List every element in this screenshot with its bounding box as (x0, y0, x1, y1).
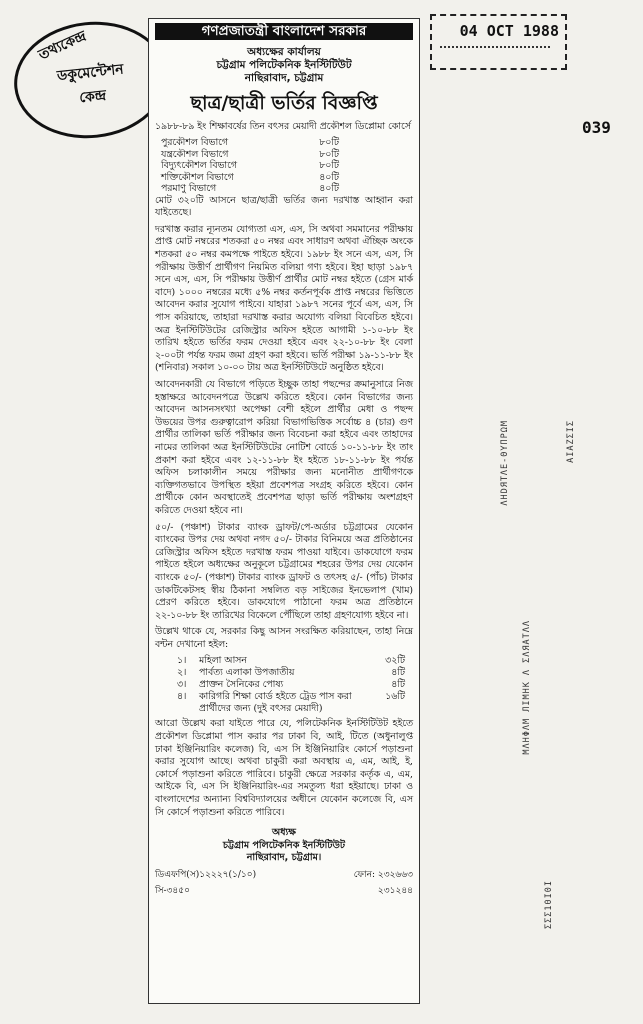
quota-label: মহিলা আসন (199, 655, 247, 667)
quota-label: প্রাক্তন সৈনিকের পোষ্য (199, 679, 284, 691)
quota-row (155, 679, 413, 691)
quota-label: কারিগরি শিক্ষা বোর্ড হইতে ট্রেড পাস করা প্রার্থীদের জন্য (দুই বৎসর মেয়াদী) (199, 690, 352, 714)
quota-number: ১। (177, 655, 187, 667)
department-name: পরমাণু বিভাগে (161, 183, 217, 195)
intro-text: ১৯৮৮-৮৯ ইং শিক্ষাবর্ষের তিন বৎসর মেয়াদী প্রকৌশল ডিপ্লোমা কোর্সে (155, 120, 411, 132)
page-number: 039 (582, 118, 611, 137)
quota-count: ৩২টি (385, 655, 405, 667)
stamp-bottom-text: কেন্দ্র (78, 87, 107, 107)
eligibility-paragraph: দরখাস্ত করার ন্যূনতম যোগ্যতা এস, এস, সি অথবা সমমানের পরীক্ষায় প্রাপ্ত মোট নম্বরের শতকরা ৫০ নম্বর এবং সাধারণ অথবা ঐচ্ছিক অংকে শতকরা ৫০ নম্বর কমপক্ষে পাইতে হইবে। ১৯৮৮ ইং সনে এস, এস, সি পরীক্ষায় উত্তীর্ণ প্রার্থীগণ নিয়মিত বলিয়া গণ্য হইবে। ইহা ছাড়া ১৯৮৭ সনে এস, এস, সি পরীক্ষায় উত্তীর্ণ প্রার্থীর মোট নম্বর হইতে (গ্রেস মার্ক বাদে) ১০০০ নম্বরের মধ্যে ৫% নম্বর কর্তনপূর্বক প্রাপ্ত নম্বরের ভিত্তিতে আবেদন করার সুযোগ পাইবে। যাহারা ১৯৮৭ সনের পূর্বে এস, এস, সি পাস করিয়াছে, তাহারা দরখাস্ত করার অযোগ্য বলিয়া বিবেচিত হইবে। অত্র ইনস্টিটিউটের রেজিস্ট্রার অফিস হইতে আগামী ১-১০-৮৮ ইং তারিখ হইতে ভর্তির ফরম দেওয়া হইবে এবং ২২-১০-৮৮ ইং বেলা ২-০০টা পর্যন্ত ফরম জমা গ্রহণ করা হইবে। ভর্তি পরীক্ষা ১৯-১১-৮৮ ইং (শনিবার) সকাল ১০-০০ টায় অত্র ইনস্টিটিউটে অনুষ্ঠিত হইবে। (155, 223, 413, 374)
quota-list (155, 655, 413, 714)
selection-paragraph: আবেদনকারী যে বিভাগে পড়িতে ইচ্ছুক তাহা পছন্দের ক্রমানুসারে নিজ হস্তাক্ষরে আবেদনপত্রে উল্লেখ করিতে হইবে। কোন বিভাগের জন্য আবেদন আসনসংখ্যা অপেক্ষা বেশী হইলে প্রার্থীর মেধা ও পছন্দ উভয়ের উপর গুরুত্বারোপ করিয়া বিভাগভিত্তিক সর্বোচ্চ ৪ (চার) গুণ প্রার্থীর তালিকা ভর্তি পরীক্ষার জন্য বিবেচনা করা হইবে এবং তাহাদের নামের তালিকা অত্র ইনস্টিটিউটের নোটিশ বোর্ডে ১০-১১-৮৮ ইং তাং প্রকাশ করা হইবে এবং ১২-১১-৮৮ ইং হইতে ১৮-১১-৮৮ ইং পর্যন্ত অফিস চলাকালীন সময়ে পরীক্ষার জন্য মনোনীত প্রার্থীগণকে ব্যক্তিগতভাবে উপস্থিত হইয়া প্রবেশপত্র সংগ্রহ করিতে হইবে। কোন প্রার্থীকে কোন অবস্থাতেই প্রবেশপত্র ছাড়া ভর্তি পরীক্ষায় অংশগ্রহণ করিতে দেওয়া হইবে না। (155, 379, 413, 516)
department-seats: ৮০টি (319, 160, 339, 172)
notice-headline: ছাত্র/ছাত্রী ভর্তির বিজ্ঞপ্তি (190, 91, 378, 114)
quota-number: ৩। (177, 679, 187, 691)
newspaper-clipping (148, 18, 420, 1004)
office-line: অধ্যক্ষের কার্যালয় (247, 45, 321, 58)
government-banner: গণপ্রজাতন্ত্রী বাংলাদেশ সরকার (155, 23, 413, 40)
institute-line: চট্টগ্রাম পলিটেকনিক ইনস্টিটিউট (216, 58, 352, 71)
department-seats: ৪০টি (319, 183, 339, 195)
date-stamp (430, 14, 567, 70)
department-seats: ৮০টি (319, 137, 339, 149)
department-name: শক্তিকৌশল বিভাগে (161, 171, 234, 183)
quota-row (155, 667, 413, 679)
quota-label: পার্বত্য এলাকা উপজাতীয় (199, 667, 295, 679)
fee-paragraph: ৫০/- (পঞ্চাশ) টাকার ব্যাংক ড্রাফট/পে-অর্ডার চট্টগ্রামের যেকোন ব্যাংকের উপর দেয় অথবা নগদ ৫০/- টাকার বিনিময়ে অত্র প্রতিষ্ঠানের রেজিস্ট্রার অফিস হইতে দরখাস্ত ফরম পাওয়া যাইবে। ডাকযোগে ফরম পাইতে হইলে অধ্যক্ষের অনুকূলে চট্টগ্রামের শহরের উপর দেয় যেকোন ব্যাংকে ৫০/- (পঞ্চাশ) টাকার ব্যাংক ড্রাফট ও তৎসহ ৫/- (পাঁচ) টাকার ডাকটিকেটসহ স্বীয় ঠিকানা সম্বলিত বড় সাইজের ইনভেলাপ (খাম) প্রেরণ করিতে হইবে। ডাকযোগে পাঠানো ফরম অত্র প্রতিষ্ঠানে ২২-১০-৮৮ ইং তারিখের বিকেলে পৌঁছিলে তাহা গ্রহণযোগ্য হইবে না। (155, 521, 413, 621)
department-row (155, 137, 413, 149)
footer-row (155, 869, 413, 881)
department-row (155, 183, 413, 195)
department-row (155, 172, 413, 184)
date-stamp-dotted-line (440, 46, 550, 48)
phone-label: ফোন: (353, 869, 375, 880)
reference-code: ডিএফপি(স)১২২২৭(১/১০) (155, 869, 257, 880)
total-seats-text: মোট ৩২০টি আসনে ছাত্র/ছাত্রী ভর্তির জন্য দরখাস্ত আহ্বান করা যাইতেছে। (155, 194, 413, 219)
margin-text: ΑΙΑΖΣΙΣ (566, 420, 576, 463)
margin-text: ΛΗDЯΤΛΕ-ΘΥΠΡΩΜ (500, 420, 510, 506)
quota-row (155, 655, 413, 667)
date-stamp-date: 04 OCT 1988 (459, 22, 559, 40)
higher-study-paragraph: আরো উল্লেখ করা যাইতে পারে যে, পলিটেকনিক ইনস্টিটিউট হইতে প্রকৌশল ডিপ্লোমা পাস করার পর ঢাকা বি, আই, টিতে (অধুনালুপ্ত ঢাকা ইঞ্জিনিয়ারিং কলেজ) বি, এস সি ইঞ্জিনিয়ারিং কোর্সে পড়াশুনা করার সুযোগ আছে। অথবা চাকুরী করা অবস্থায় এ, এম, আই, ই, কোর্সে পড়াশুনা করিতে পারিবে। চাকুরী ক্ষেত্রে সরকার কর্তৃক এ, এম, আইকে বি, এস সি ইঞ্জিনিয়ারিং-এর সমতুল্য ধরা হইয়াছে। ঢাকা ও বাংলাদেশের অন্যান্য বিশ্ববিদ্যালয়ের অধীনে যেকোন কলেজে বি, এস সি কোর্সে পড়াশুনা করিতে পারিবে। (155, 718, 413, 818)
quota-intro: উল্লেখ থাকে যে, সরকার কিছু আসন সংরক্ষিত করিয়াছেন, তাহা নিম্নে বন্টন দেখানো হইল: (155, 626, 413, 650)
department-name: পুরকৌশল বিভাগে (161, 137, 228, 149)
margin-text: ΣΣΣ10Ι0Ι (544, 880, 554, 929)
quota-count: ৪টি (391, 667, 405, 679)
quota-count: ১৬টি (385, 690, 405, 702)
location-line: নাছিরাবাদ, চট্টগ্রাম (244, 71, 324, 84)
department-name: যন্ত্রকৌশল বিভাগে (161, 148, 229, 160)
reference-code-2: সি-৩৪৫০ (155, 885, 190, 896)
stamp-middle-text: ডকুমেন্টেশন (56, 61, 125, 85)
department-seats: ৮০টি (319, 148, 339, 160)
signature-block (155, 827, 413, 865)
department-list (155, 137, 413, 195)
quota-count: ৪টি (391, 679, 405, 691)
quota-number: ২। (177, 667, 187, 679)
footer-row-2 (155, 885, 413, 897)
margin-text: ΜΛΗΦΛΜ ЛΙΜΗΚ Λ ΣΛЯΑΤΛΛ (522, 620, 532, 755)
quota-row (155, 691, 413, 715)
quota-number: ৪। (177, 690, 187, 702)
signature-institute: চট্টগ্রাম পলিটেকনিক ইনস্টিটিউট (222, 839, 346, 851)
signature-title: অধ্যক্ষ (271, 827, 296, 839)
signature-location: নাছিরাবাদ, চট্টগ্রাম। (246, 852, 322, 864)
department-row (155, 149, 413, 161)
stamp-top-text: তথ্যকেন্দ্র (36, 28, 89, 64)
department-seats: ৪০টি (319, 171, 339, 183)
department-row (155, 160, 413, 172)
department-name: বিদ্যুৎকৌশল বিভাগে (161, 160, 237, 172)
phone-number-2: ২৩১২৪৪ (377, 885, 413, 896)
phone-number: ২৩২৬৬৩ (377, 869, 413, 880)
